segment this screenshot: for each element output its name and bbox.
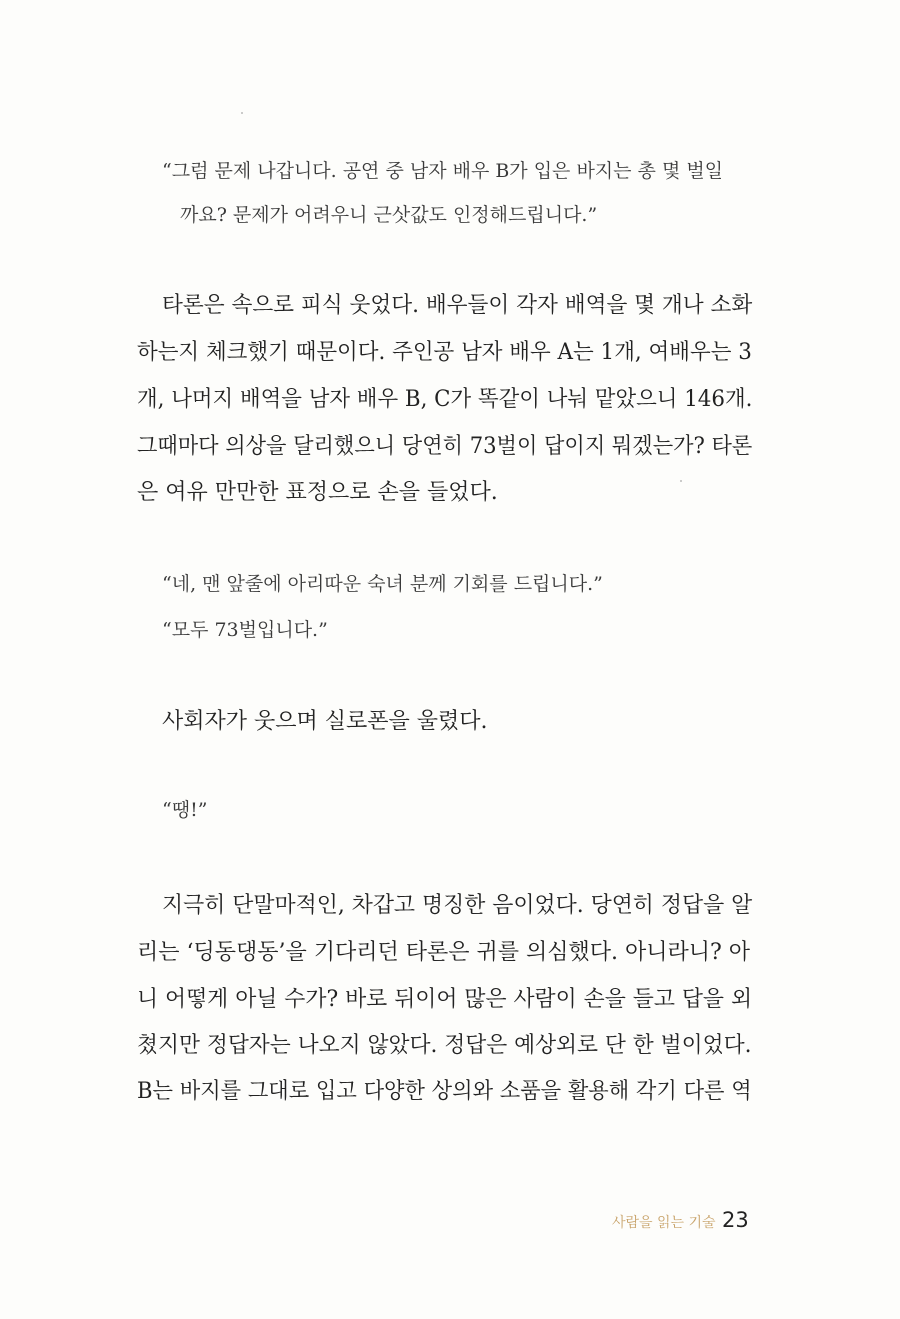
- paragraph-1-line-3: 개, 나머지 배역을 남자 배우 B, C가 똑같이 나눠 맡았으니 146개.: [137, 387, 753, 412]
- page-number: 23: [722, 1208, 749, 1232]
- paragraph-2: 사회자가 웃으며 실로폰을 울렸다.: [162, 709, 488, 734]
- dialogue-line-3: “네, 맨 앞줄에 아리따운 숙녀 분께 기회를 드립니다.”: [162, 573, 603, 595]
- paragraph-1-line-2: 하는지 체크했기 때문이다. 주인공 남자 배우 A는 1개, 여배우는 3: [137, 340, 752, 365]
- paragraph-1-line-5: 은 여유 만만한 표정으로 손을 들었다.: [137, 480, 498, 505]
- paper-speck: [241, 112, 243, 114]
- paragraph-1-line-1: 타론은 속으로 피식 웃었다. 배우들이 각자 배역을 몇 개나 소화: [162, 293, 753, 318]
- dialogue-line-4: “모두 73벌입니다.”: [162, 619, 328, 641]
- paragraph-3-line-2: 리는 ‘딩동댕동’을 기다리던 타론은 귀를 의심했다. 아니라니? 아: [137, 940, 751, 965]
- paragraph-3-line-4: 쳤지만 정답자는 나오지 않았다. 정답은 예상외로 단 한 벌이었다.: [137, 1033, 752, 1058]
- paragraph-1-line-4: 그때마다 의상을 달리했으니 당연히 73벌이 답이지 뭐겠는가? 타론: [137, 434, 753, 459]
- dialogue-line-2: 까요? 문제가 어려우니 근삿값도 인정해드립니다.”: [180, 204, 598, 226]
- paragraph-3-line-3: 니 어떻게 아닐 수가? 바로 뒤이어 많은 사람이 손을 들고 답을 외: [137, 987, 753, 1012]
- dialogue-line-1: “그럼 문제 나갑니다. 공연 중 남자 배우 B가 입은 바지는 총 몇 벌일: [162, 160, 724, 182]
- running-footer-title: 사람을 읽는 기술: [612, 1215, 716, 1231]
- paragraph-3-line-5: B는 바지를 그대로 입고 다양한 상의와 소품을 활용해 각기 다른 역: [137, 1079, 752, 1104]
- paragraph-3-line-1: 지극히 단말마적인, 차갑고 명징한 음이었다. 당연히 정답을 알: [162, 893, 753, 918]
- paper-speck: [680, 480, 682, 482]
- sound-effect: “땡!”: [162, 799, 208, 821]
